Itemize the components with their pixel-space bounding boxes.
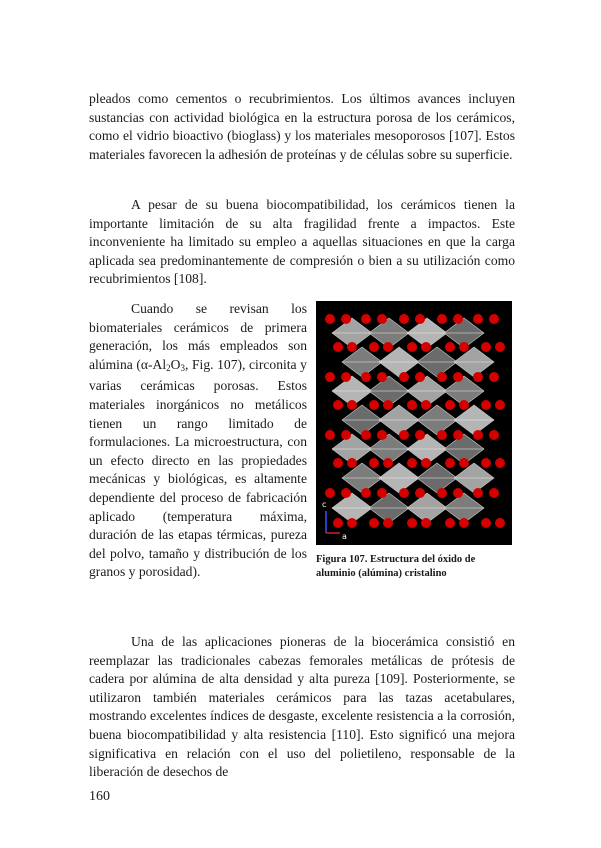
- oxygen-atom: [481, 400, 491, 410]
- oxygen-atom: [421, 458, 431, 468]
- oxygen-atom: [347, 458, 357, 468]
- oxygen-atom: [481, 518, 491, 528]
- oxygen-atom: [495, 518, 505, 528]
- oxygen-atom: [437, 314, 447, 324]
- page-number: 160: [89, 789, 110, 804]
- oxygen-atom: [361, 488, 371, 498]
- oxygen-atom: [495, 458, 505, 468]
- oxygen-atom: [333, 518, 343, 528]
- oxygen-atom: [361, 314, 371, 324]
- oxygen-atom: [399, 488, 409, 498]
- oxygen-atom: [437, 372, 447, 382]
- oxygen-atom: [347, 400, 357, 410]
- oxygen-atom: [421, 400, 431, 410]
- oxygen-atom: [407, 518, 417, 528]
- paragraph-3: Cuando se revisan los biomateriales cerámicos de primera generación, los más empleados son alúmina ($\alpha-Al_2O_3$, Fig. 107), circonita y varias cerámicas porosas. Estos materiales inorgánicos no metálicos tienen un rango limitado de formulaciones. La microestructura, con un efecto directo en las propiedades mecánicas y biológicas, es altamente dependiente del proceso de fabricación aplicado (temperatura máxima, duración de las etapas térmicas, pureza del polvo, tamaño y distribución de los granos y porosidad).: [89, 301, 307, 580]
- axis-a-label: a: [342, 532, 347, 541]
- oxygen-atom: [415, 372, 425, 382]
- oxygen-atom: [377, 430, 387, 440]
- oxygen-atom: [325, 488, 335, 498]
- oxygen-atom: [383, 342, 393, 352]
- oxygen-atom: [473, 372, 483, 382]
- oxygen-atom: [481, 342, 491, 352]
- oxygen-atom: [489, 488, 499, 498]
- oxygen-atom: [361, 372, 371, 382]
- oxygen-atom: [473, 488, 483, 498]
- axis-c-label: c: [322, 500, 327, 509]
- oxygen-atom: [453, 488, 463, 498]
- oxygen-atom: [399, 430, 409, 440]
- oxygen-atom: [347, 518, 357, 528]
- oxygen-atom: [377, 314, 387, 324]
- oxygen-atom: [421, 518, 431, 528]
- oxygen-atom: [383, 400, 393, 410]
- oxygen-atom: [333, 400, 343, 410]
- paragraph-2: A pesar de su buena biocompatibilidad, los cerámicos tienen la importante limitación de su alta fragilidad frente a impactos. Este inconveniente ha limitado su empleo a aquellas situaciones en que la carga aplicada sea predominantemente de compresión o bien a su utilización como recubrimientos [108].: [89, 197, 515, 287]
- oxygen-atom: [495, 400, 505, 410]
- oxygen-atom: [383, 458, 393, 468]
- oxygen-atom: [333, 458, 343, 468]
- oxygen-atom: [473, 314, 483, 324]
- oxygen-atom: [445, 458, 455, 468]
- crystal-structure-image: [316, 301, 512, 545]
- oxygen-atom: [459, 342, 469, 352]
- oxygen-atom: [415, 314, 425, 324]
- oxygen-atom: [325, 430, 335, 440]
- oxygen-atom: [445, 400, 455, 410]
- oxygen-atom: [369, 518, 379, 528]
- oxygen-atom: [481, 458, 491, 468]
- oxygen-atom: [407, 400, 417, 410]
- oxygen-atom: [453, 430, 463, 440]
- oxygen-atom: [341, 430, 351, 440]
- oxygen-atom: [453, 314, 463, 324]
- oxygen-atom: [399, 372, 409, 382]
- oxygen-atom: [341, 372, 351, 382]
- paragraph-4: Una de las aplicaciones pioneras de la biocerámica consistió en reemplazar las tradicionales cabezas femorales metálicas de prótesis de cadera por alúmina de alta densidad y alta pureza [109]. Posteriormente, se utilizaron también materiales cerámicos para las tazas acetabulares, mostrando excelentes índices de desgaste, excelente resistencia a la corrosión, buena biocompatibilidad y alta resistencia [110]. Esto significó una mejora significativa en relación con el uso del polietileno, responsable de la liberación de desechos de: [89, 634, 515, 780]
- oxygen-atom: [473, 430, 483, 440]
- oxygen-atom: [489, 430, 499, 440]
- oxygen-atom: [437, 488, 447, 498]
- oxygen-atom: [361, 430, 371, 440]
- oxygen-atom: [415, 488, 425, 498]
- oxygen-atom: [445, 518, 455, 528]
- oxygen-atom: [377, 488, 387, 498]
- oxygen-atom: [341, 488, 351, 498]
- oxygen-atom: [459, 458, 469, 468]
- oxygen-atom: [489, 372, 499, 382]
- oxygen-atom: [445, 342, 455, 352]
- oxygen-atom: [369, 458, 379, 468]
- oxygen-atom: [415, 430, 425, 440]
- oxygen-atom: [341, 314, 351, 324]
- alumina-crystal-figure: [316, 301, 512, 545]
- oxygen-atom: [421, 342, 431, 352]
- oxygen-atom: [333, 342, 343, 352]
- oxygen-atom: [459, 400, 469, 410]
- oxygen-atom: [407, 342, 417, 352]
- oxygen-atom: [495, 342, 505, 352]
- oxygen-atom: [369, 400, 379, 410]
- oxygen-atom: [437, 430, 447, 440]
- oxygen-atom: [347, 342, 357, 352]
- oxygen-atom: [377, 372, 387, 382]
- oxygen-atom: [459, 518, 469, 528]
- oxygen-atom: [369, 342, 379, 352]
- oxygen-atom: [489, 314, 499, 324]
- oxygen-atom: [383, 518, 393, 528]
- oxygen-atom: [399, 314, 409, 324]
- paragraph-1: pleados como cementos o recubrimientos. Los últimos avances incluyen sustancias con actividad biológica en la estructura porosa de los cerámicos, como el vidrio bioactivo (bioglass) y los materiales mesoporosos [107]. Estos materiales favorecen la adhesión de proteínas y de células sobre su superficie.: [89, 91, 515, 162]
- oxygen-atom: [453, 372, 463, 382]
- oxygen-atom: [325, 314, 335, 324]
- oxygen-atom: [325, 372, 335, 382]
- figure-caption: Figura 107. Estructura del óxido de aluminio (alúmina) cristalino: [316, 554, 476, 579]
- oxygen-atom: [407, 458, 417, 468]
